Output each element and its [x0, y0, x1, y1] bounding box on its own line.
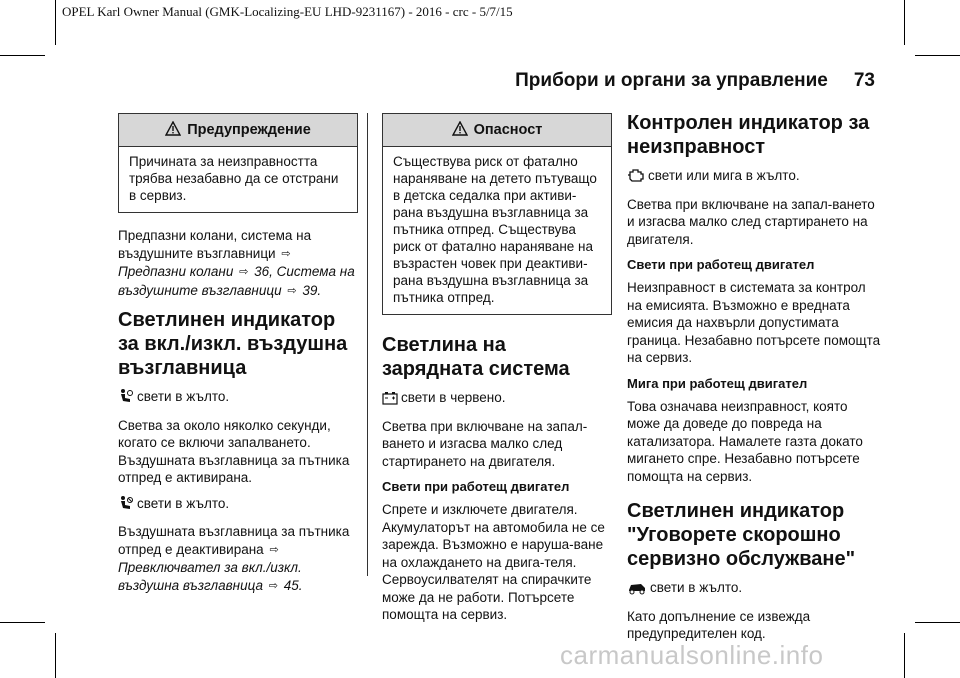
warning-box [118, 113, 358, 213]
separator: , [269, 264, 277, 279]
page-ref-1[interactable]: 36 [254, 264, 270, 279]
document-meta: OPEL Karl Owner Manual (GMK-Localizing-EU LHD-9231167) - 2016 - crc - 5/7/15 [62, 4, 513, 19]
danger-box-body: Съществува риск от фатално нараняване на детето пътуващо в детска седалка при активи-рана въздушна възглавница за пътника отпред. Съществува риск от фатално нараняване на възрастен човек при деактиви-рана въздушна възглавница за пътника отпред. [393, 154, 597, 305]
warning-triangle-icon [165, 116, 181, 148]
period: . [317, 282, 322, 298]
cross-reference [118, 227, 358, 300]
indicator-text: свети в червено. [401, 390, 506, 405]
paragraph: Като допълнение се извежда предупредителен код. [627, 608, 811, 641]
indicator-text: свети или мига в жълто. [648, 168, 800, 183]
arrow-right-icon: ⇨ [287, 284, 297, 297]
crop-mark [55, 0, 56, 45]
section-heading: Светлинен индикатор "Уговорете скорошно сервизно обслужване" [627, 500, 856, 570]
crop-mark [915, 622, 960, 623]
column-divider [367, 113, 368, 576]
indicator-line [627, 167, 882, 188]
arrow-right-icon: ⇨ [268, 579, 278, 592]
watermark: carmanualsonline.info [560, 640, 824, 670]
page-ref-2[interactable]: 39 [302, 282, 318, 298]
subheading: Свети при работещ двигател [382, 479, 570, 494]
airbag-off-icon [118, 495, 134, 516]
danger-box-header [383, 114, 611, 147]
section-heading: Светлинен индикатор за вкл./изкл. въздушна възглавница [118, 309, 348, 379]
indicator-text: свети в жълто. [137, 389, 230, 404]
indicator-line [382, 389, 612, 410]
paragraph: Спрете и изключете двигателя. Акумулаторът на автомобила не се зарежда. Възможно е наруша-ване на охлаждането на двига-теля. Сервоусилвателят на спирачките може да не работи. Потърсете помощта на сервиз. [382, 502, 605, 622]
crop-mark [904, 0, 905, 45]
column-1 [118, 113, 358, 603]
chapter-title: Прибори и органи за управление [515, 70, 828, 91]
indicator-line [627, 579, 882, 600]
paragraph: Светва при включване на запал-ването и изгасва малко след стартирането на двигателя. [627, 196, 875, 247]
subheading: Свети при работещ двигател [627, 257, 815, 272]
arrow-right-icon: ⇨ [281, 247, 291, 260]
page-number: 73 [853, 70, 875, 91]
subheading: Мига при работещ двигател [627, 375, 808, 391]
section-heading: Контролен индикатор за неизправност [627, 112, 870, 158]
warning-box-title: Предупреждение [187, 122, 311, 138]
cross-reference [118, 523, 358, 595]
paragraph-text: Въздушната възглавница за пътника отпред е деактивирана [118, 524, 350, 557]
period: . [298, 577, 303, 593]
indicator-line [118, 495, 358, 516]
indicator-text: свети в жълто. [137, 495, 230, 511]
engine-check-icon [627, 168, 645, 188]
indicator-text: свети в жълто. [650, 580, 743, 595]
link-airbag-switch[interactable]: Превключвател за вкл./изкл. въздушна възглавница [118, 560, 302, 593]
link-airbag-system[interactable]: Система на въздушните възглавници [118, 264, 355, 298]
warning-triangle-icon [452, 116, 468, 148]
arrow-right-icon: ⇨ [269, 543, 279, 556]
paragraph: Това означава неизправност, която може да доведе до повреда на катализатора. Намалете газта докато мигането спре. Незабавно потърсете помощта на сервиз. [627, 398, 863, 484]
link-seat-belts[interactable]: Предпазни колани [118, 264, 234, 279]
column-3 [627, 113, 882, 651]
arrow-right-icon: ⇨ [239, 266, 249, 278]
warning-box-body: Причината за неизправността трябва незабавно да се отстрани в сервиз. [129, 154, 339, 203]
page-ref[interactable]: 45 [283, 577, 299, 593]
danger-box-title: Опасност [473, 122, 543, 138]
airbag-off-icon [118, 388, 134, 409]
indicator-line [118, 388, 358, 409]
service-car-icon [627, 581, 647, 600]
crop-mark [0, 55, 45, 56]
paragraph: Светва за около няколко секунди, когато се включи запалването. Въздушната възглавница за пътника отпред е активирана. [118, 417, 350, 485]
crop-mark [904, 633, 905, 678]
danger-box [382, 113, 612, 315]
column-2 [382, 113, 612, 632]
paragraph: Неизправност в системата за контрол на емисията. Възможно е вредната емисия да нахвърли допустимата граница. Незабавно потърсете помощта на сервиз. [627, 280, 881, 365]
crop-mark [915, 55, 960, 56]
paragraph: Светва при включване на запал-ването и изгасва малко след стартирането на двигателя. [382, 418, 588, 469]
running-head [515, 70, 875, 92]
crop-mark [55, 633, 56, 678]
reference-text: Предпазни колани, система на въздушните възглавници [118, 228, 312, 261]
warning-box-header [119, 114, 357, 147]
section-heading: Светлина на зарядната система [382, 334, 570, 380]
crop-mark [0, 622, 45, 623]
battery-icon [382, 391, 398, 410]
